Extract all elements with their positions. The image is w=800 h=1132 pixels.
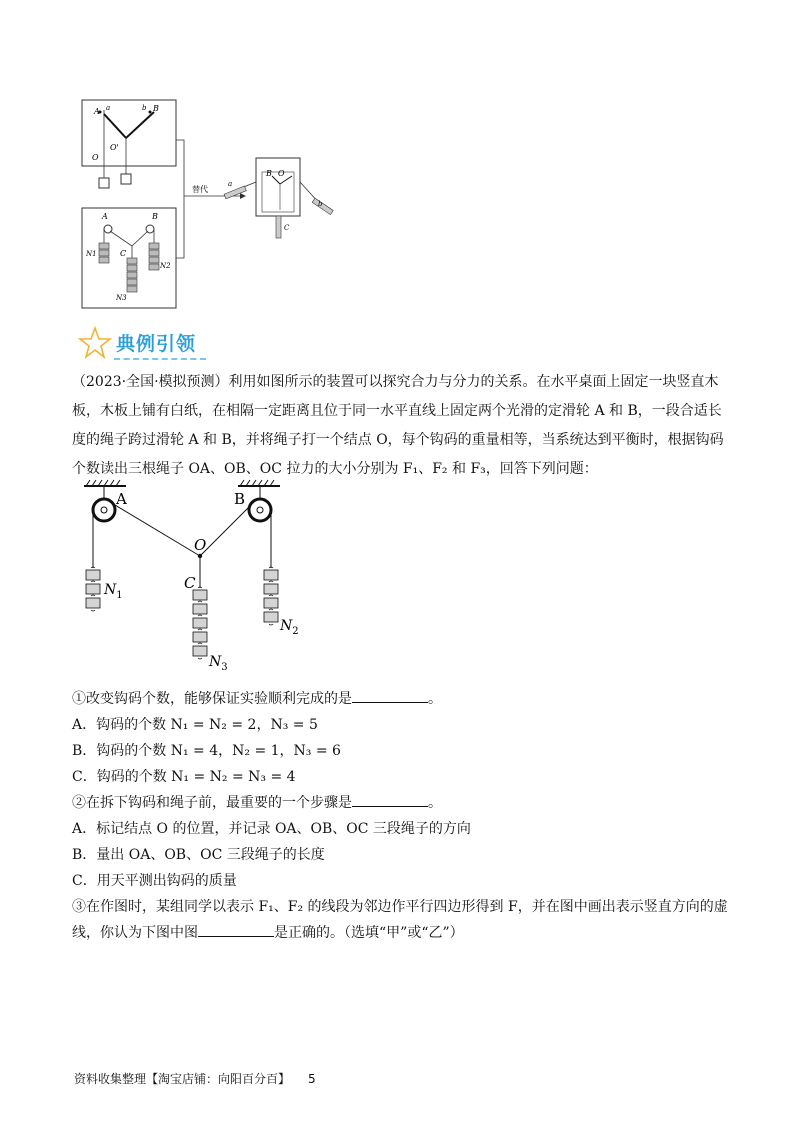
pulley-label-N1: $N_1$ [104,582,123,601]
star-icon [78,326,112,360]
q1-stem: ①改变钩码个数，能够保证实验顺利完成的是 。 [72,686,752,712]
q2-option-a: A．标记结点 O 的位置，并记录 OA、OB、OC 三段绳子的方向 [72,821,471,837]
q3-answer-blank[interactable] [198,920,274,937]
problem-text [72,368,732,484]
label-a-small: a [106,104,111,112]
problem-line-4: 个数读出三根绳子 OA、OB、OC 拉力的大小分别为 F₁、F₂ 和 F₃，回答下列问题： [72,461,598,477]
section-underline [114,358,206,360]
label-O-prime: O' [110,143,119,152]
section-title: 典例引领 [116,333,197,355]
footer-text: 资料收集整理【淘宝店铺：向阳百分百】 [74,1072,291,1086]
pulley-label-O: O [194,536,207,554]
label-B-right: B [266,169,272,178]
questions [72,686,752,946]
q2-option-b: B．量出 OA、OB、OC 三段绳子的长度 [72,847,325,863]
q1-answer-blank[interactable] [352,686,428,703]
section-header [78,326,218,362]
q2-answer-blank[interactable] [352,790,428,807]
q1-option-b: B．钩码的个数 N₁ = 4，N₂ = 1，N₃ = 6 [72,743,341,759]
label-B-small: B [153,104,159,113]
pulley-label-A: A [116,490,127,508]
pulley-label-B: B [234,490,246,508]
label-O-right: O [278,169,285,178]
problem-line-2: 板，木板上铺有白纸，在相隔一定距离且位于同一水平直线上固定两个光滑的定滑轮 A 和 B，一段合适长 [72,403,722,419]
q1-option-c: C．钩码的个数 N₁ = N₂ = N₃ = 4 [72,769,296,785]
apparatus-figure-top [80,98,400,310]
q3-line-1: ③在作图时，某组同学以表示 F₁、F₂ 的线段为邻边作平行四边形得到 F，并在图中画出表示竖直方向的虚 [72,899,728,915]
label-B-lower: B [152,212,158,221]
label-A-lower: A [102,212,108,221]
problem-line-1: （2023·全国·模拟预测）利用如图所示的装置可以探究合力与分力的关系。在水平桌面上固定一块竖直木 [72,374,719,390]
pulley-label-C: C [184,574,196,592]
label-N2-lower: N2 [160,262,171,270]
q1-option-a: A．钩码的个数 N₁ = N₂ = 2，N₃ = 5 [72,717,318,733]
pulley-figure [76,478,306,678]
q2-stem: ②在拆下钩码和绳子前，最重要的一个步骤是 。 [72,790,752,816]
label-b-right: b [318,200,323,208]
pulley-label-N2: $N_2$ [280,618,299,637]
page-footer [74,1070,316,1087]
q3-line-2: 线，你认为下图中图 是正确的。（选填“甲”或“乙”） [72,920,752,946]
q2-option-c: C．用天平测出钩码的质量 [72,873,237,889]
problem-line-3: 度的绳子跨过滑轮 A 和 B，并将绳子打一个结点 O，每个钩码的重量相等，当系统达到平衡时，根据钩码 [72,432,724,448]
label-N1-lower: N1 [86,250,97,258]
pulley-label-N3: $N_3$ [209,654,228,673]
label-C-lower: C [120,249,127,258]
label-O-small: O [92,153,99,162]
label-a-right: a [228,180,233,188]
page-number: 5 [308,1072,316,1086]
label-A-small: A [94,107,100,116]
replace-label: 替代 [192,185,208,194]
label-N3-lower: N3 [116,294,127,302]
label-b-small: b [142,104,147,112]
label-c-right: C [284,224,290,232]
